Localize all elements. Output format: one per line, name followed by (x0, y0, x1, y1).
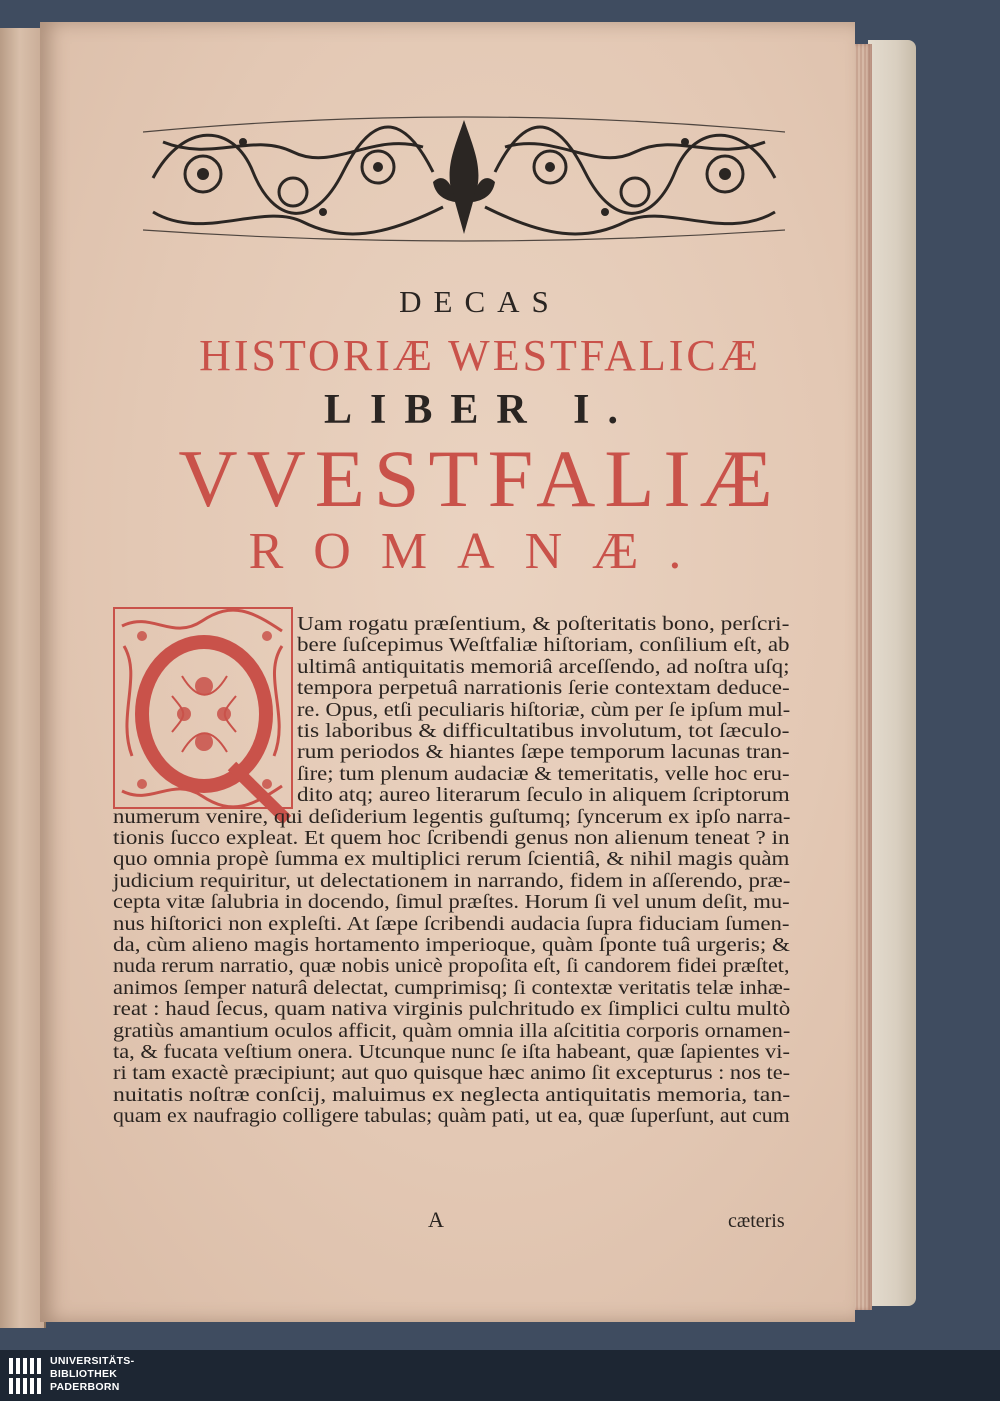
body-text-line: Uam rogatu præſentium, & poſteritatis bono, perſcri- (297, 613, 790, 635)
body-text-line: ri tam exactè præcipiunt; aut quo quisque hæc animo ſit excepturus : nos te- (113, 1062, 791, 1085)
title-decas: DECAS (399, 284, 561, 319)
body-text-line: tempora perpetuâ narrationis ſerie contextam deduce- (297, 677, 790, 700)
title-liber: LIBER I. (323, 387, 637, 433)
body-text-line: nus hiſtorici non expleſti. At ſæpe ſcribendi audacia ſupra fiduciam ſumen- (113, 912, 790, 935)
vellum-binding (868, 40, 916, 1306)
library-name-line-3: PADERBORN (50, 1381, 120, 1393)
title-westfaliae: VVESTFALIÆ (178, 433, 782, 524)
body-text-line: ta, & fucata veſtium onera. Utcunque nunc ſe iſta habeant, quæ ſapientes vi- (113, 1041, 790, 1063)
title-historiae-westfalicae: HISTORIÆ WESTFALICÆ (199, 331, 761, 380)
body-text-line: gratiùs amantium oculos afficit, quàm omnia illa aſcititia corporis ornamen- (113, 1019, 791, 1042)
body-text-line: tionis ſucco expleat. Et quem hoc ſcribendi genus non alienum teneat ? in (113, 827, 790, 849)
library-name-line-2: BIBLIOTHEK (50, 1368, 118, 1380)
body-text-line: animos ſemper naturâ delectat, cumprimisq; ſi contextæ veritatis telæ inhæ- (113, 976, 791, 999)
body-text-line: nuitatis noſtræ conſcij, maluimus ex neglecta antiquitatis memoria, tan- (113, 1083, 791, 1106)
catchword: cæteris (728, 1210, 785, 1232)
library-footer (0, 1350, 1000, 1401)
body-text-line: rum periodos & hiantes ſæpe temporum lacunas tran- (297, 741, 790, 764)
signature-mark: A (428, 1207, 444, 1232)
body-text-line: ultimâ antiquitatis memoriâ arceſſendo, ad noſtra uſq; (297, 655, 790, 678)
body-text-line: da, cùm alieno magis hortamento imperioque, quàm ſponte tuâ urgeris; & (113, 934, 790, 956)
body-text-line: nuda rerum narratio, quæ nobis unicè propoſita eſt, ſi candorem fidei præſtet, (113, 955, 790, 978)
library-logo-icon (8, 1356, 44, 1396)
ornamental-initial-q-icon (112, 606, 294, 824)
library-name (50, 1355, 134, 1394)
body-text-line: quo omnia propè ſumma ex multiplici rerum ſcientiâ, & nihil magis quàm (113, 848, 790, 871)
headpiece-ornament-icon (143, 112, 785, 244)
title-romanae: ROMANÆ. (248, 523, 712, 580)
body-text-line: numerum venire, qui deſiderium legentis guſtumq; ſyncerum ex ipſo narra- (113, 805, 791, 828)
body-text-line: re. Opus, etſi peculiaris hiſtoriæ, cùm per ſe ipſum mul- (297, 698, 791, 721)
library-name-line-1: UNIVERSITÄTS- (50, 1355, 135, 1367)
body-text-line: bere ſuſcepimus Weſtfaliæ hiſtoriam, conſilium eſt, ab (297, 634, 790, 657)
body-text-line: tis laboribus & difficultatibus involutum, tot ſæculo- (297, 720, 790, 742)
body-text-line: ſire; tum plenum audaciæ & temeritatis, velle hoc eru- (297, 762, 790, 785)
body-text-line: quam ex naufragio colligere tabulas; quàm pati, ut ea, quæ ſuperſunt, aut cum (113, 1105, 790, 1128)
body-text-line: dito atq; aureo literarum ſeculo in aliquem ſcriptorum (297, 784, 790, 807)
body-text-line: reat : haud ſecus, quam nativa virginis pulchritudo ex ſimplici cultu multò (113, 998, 791, 1021)
body-text-line: cepta vitæ ſalubria in docendo, ſimul præſtes. Horum ſi vel unum deſit, mu- (113, 891, 790, 914)
body-text-line: judicium requiritur, ut delectationem in narrando, fidem in aſſerendo, præ- (113, 869, 791, 892)
